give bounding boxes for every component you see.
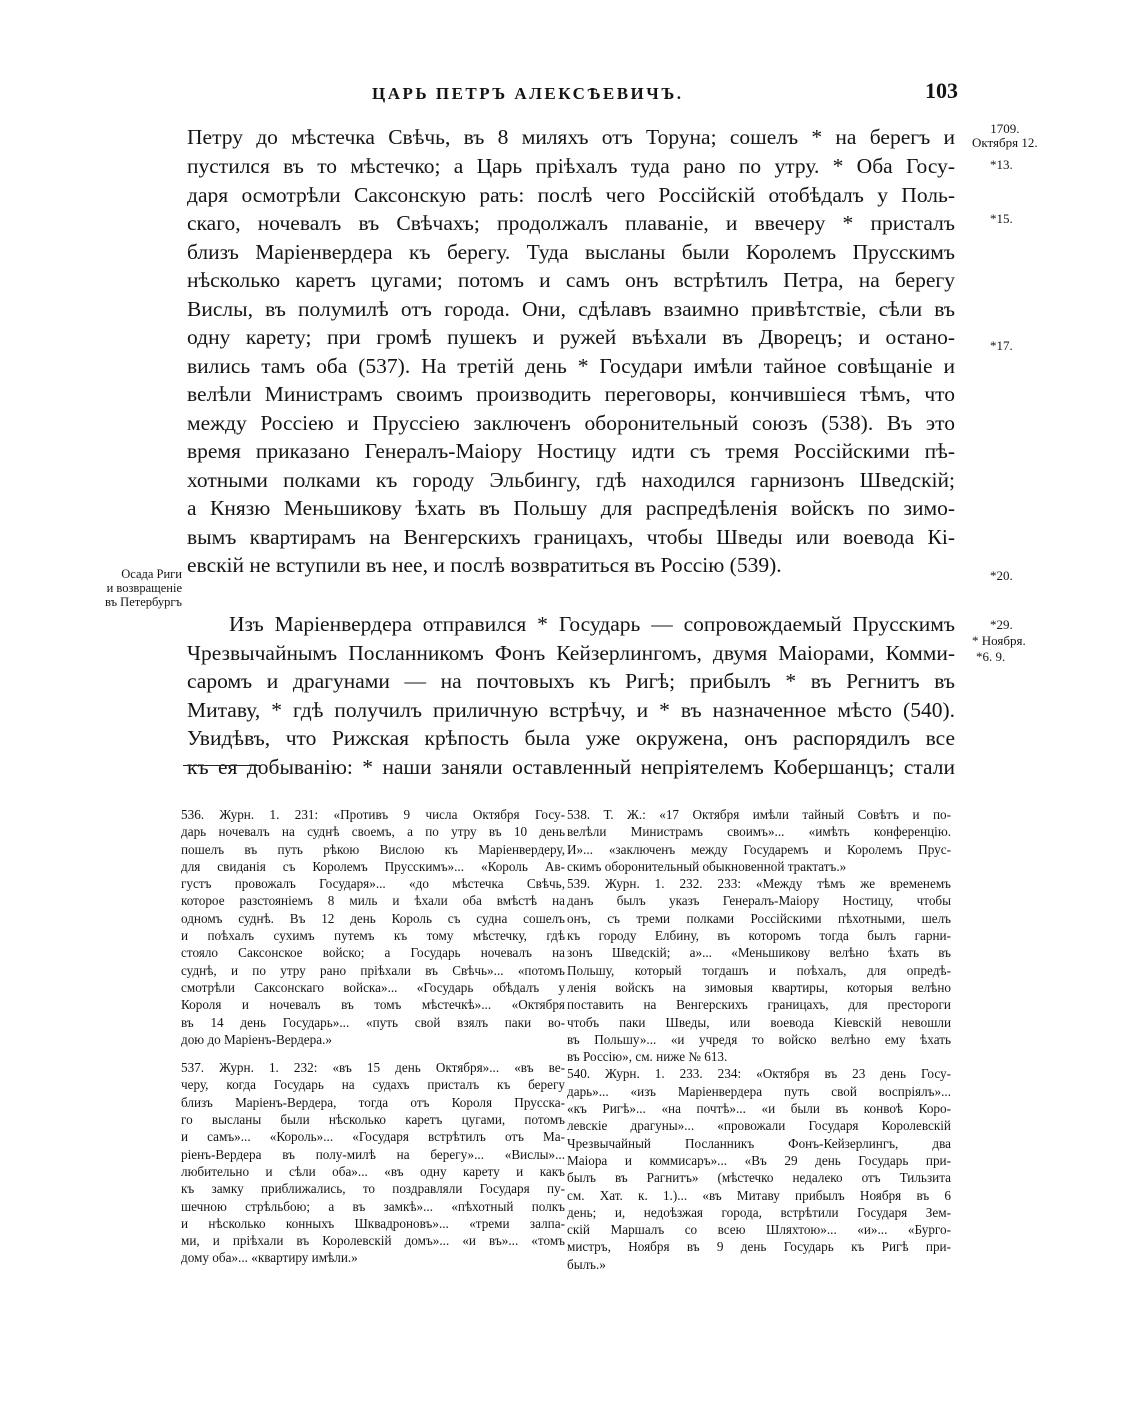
text-line: вились тамъ оба (537). На третій день * Государи имѣли тайное совѣщаніе и xyxy=(187,354,955,378)
margin-date: *15. xyxy=(990,211,1013,226)
footnote-line: въ Польшу»... «и учредя то войско велѣно ему ѣхать xyxy=(567,1031,951,1047)
footnote-line: мистръ, Ноября въ 9 день Государь къ Ригѣ при- xyxy=(567,1239,951,1255)
footnote-line: дою до Маріенъ-Вердера.» xyxy=(181,1031,332,1047)
footnote-line: ленія войскъ на зимовыя квартиры, которыя велѣно xyxy=(567,979,951,995)
side-heading-line: и возвращеніе xyxy=(106,581,182,595)
text-line: Петру до мѣстечка Свѣчь, въ 8 миляхъ отъ Торуна; сошелъ * на берегъ и xyxy=(187,125,955,149)
text-line: Чрезвычайнымъ Посланникомъ Фонъ Кейзерлингомъ, двумя Маіорами, Комми- xyxy=(187,641,955,665)
footnote-line: скій Маршалъ со всею Шляхтою»... «и»... «Бурго- xyxy=(567,1222,951,1238)
side-heading-line: Осада Риги xyxy=(121,567,182,581)
footnote-line: шечною стрѣльбою; а въ замкѣ»... «пѣхотный полкъ xyxy=(181,1198,565,1214)
footnote-line: былъ въ Рагнитъ» (мѣстечко недалеко отъ Тильзита xyxy=(567,1170,951,1186)
footnote-line: И»... «заключенъ между Государемъ и Королемъ Прус- xyxy=(567,841,951,857)
margin-date-month: Октября 12. xyxy=(972,135,1038,150)
side-heading-line: въ Петербургъ xyxy=(105,595,182,609)
footnote-line: и поѣхалъ сухимъ путемъ къ тому мѣстечку, гдѣ xyxy=(181,928,565,944)
text-line: даря осмотрѣли Саксонскую рать: послѣ чего Россійскій отобѣдалъ у Поль- xyxy=(187,183,955,207)
text-line: скаго, ночевалъ въ Свѣчахъ; продолжалъ плаваніе, и ввечеру * присталъ xyxy=(187,211,955,235)
footnote-line: го высланы были нѣсколько каретъ цугами, потомъ xyxy=(181,1112,565,1128)
text-line: Увидѣвъ, что Рижская крѣпость была уже окружена, онъ распорядилъ все xyxy=(187,726,955,750)
footnote-line: одномъ суднѣ. Въ 12 день Король съ судна сошелъ xyxy=(181,910,565,926)
text-line: а Князю Меньшикову ѣхать въ Польшу для распредѣленія войскъ по зимо- xyxy=(187,496,955,520)
footnote-line: пошелъ въ путь рѣкою Вислою къ Маріенвердеру, xyxy=(181,841,565,857)
footnote-line: поставить на Венгерскихъ границахъ, для престороги xyxy=(567,997,951,1013)
footnote-line: въ 14 день Государь»... «путь свой взялъ паки во- xyxy=(181,1014,565,1030)
footnote-line: въ Россію», см. ниже № 613. xyxy=(567,1049,728,1065)
footnote-line: скимъ оборонительный обыкновенной трактатъ.» xyxy=(567,858,847,874)
footnote-line: ріенъ-Вердера въ полу-милѣ на берегу»... «Вислы»... xyxy=(181,1146,565,1162)
footnote-line: черу, когда Государь на судахъ присталъ къ берегу xyxy=(181,1077,565,1093)
footnote-line: дому оба»... «квартиру имѣли.» xyxy=(181,1250,358,1266)
side-heading xyxy=(105,567,182,609)
footnote-line: смотрѣли Саксонскаго войска»... «Государь обѣдалъ у xyxy=(181,979,565,995)
footnote-line: 536. Журн. 1. 231: «Противъ 9 числа Октября Госу- xyxy=(181,807,565,822)
text-line: между Россіею и Пруссіею заключенъ оборонительный союзъ (538). Въ это xyxy=(187,411,955,435)
margin-date: *29. xyxy=(990,617,1013,632)
text-line: Митаву, * гдѣ получилъ приличную встрѣчу, и * въ назначенное мѣсто (540). xyxy=(187,698,955,722)
text-line: велѣли Министрамъ своимъ производить переговоры, кончившіеся тѣмъ, что xyxy=(187,382,955,406)
margin-date: *13. xyxy=(990,157,1013,172)
margin-date: *17. xyxy=(990,338,1013,353)
text-line: хотными полками къ городу Эльбингу, гдѣ находился гарнизонъ Шведскій; xyxy=(187,468,955,492)
footnote-gap xyxy=(181,1048,565,1059)
margin-date: *20. xyxy=(990,568,1013,583)
footnote-line: къ городу Елбину, въ которомъ тогда былъ гарни- xyxy=(567,928,951,944)
footnote-line: ми, и пріѣхали въ Королевскій домъ»... «и въ»... «томъ xyxy=(181,1233,565,1249)
footnote-line: къ замку приближались, то поздравляли Государя пу- xyxy=(181,1181,565,1197)
text-line: одну карету; при громѣ пушекъ и ружей въѣхали въ Дворецъ; и остано- xyxy=(187,325,955,349)
footnote-line: данъ былъ указъ Генералъ-Маіору Ностицу, чтобы xyxy=(567,893,951,909)
text-line: нѣсколько каретъ цугами; потомъ и самъ онъ встрѣтилъ Петра, на берегу xyxy=(187,268,955,292)
text-line: къ ея добыванію: * наши заняли оставленный непріятелемъ Кобершанцъ; стали xyxy=(187,755,955,779)
footnote-line: дарь ночевалъ на суднѣ своемъ, а по утру въ 10 день xyxy=(181,824,565,840)
footnote-line: и самъ»... «Король»... «Государя встрѣтилъ отъ Ма- xyxy=(181,1129,565,1145)
footnote-line: см. Хат. к. 1.)... «въ Митаву прибылъ Ноября въ 6 xyxy=(567,1187,951,1203)
footnote-line: 539. Журн. 1. 232. 233: «Между тѣмъ же временемъ xyxy=(567,876,951,892)
footnote-line: «къ Ригѣ»... «на почтѣ»... «и были въ конвоѣ Коро- xyxy=(567,1101,951,1117)
margin-date: * Ноября. xyxy=(972,633,1026,648)
footnote-line: Маіора и коммисаръ»... «Въ 29 день Государь при- xyxy=(567,1152,951,1168)
footnote-line: чтобъ паки Шведы, или воевода Кіевскій невошли xyxy=(567,1014,951,1030)
footnote-line: для свиданія съ Королемъ Прусскимъ»... «Король Ав- xyxy=(181,858,565,874)
footnotes-right-column xyxy=(567,806,951,1273)
footnote-line: и нѣсколько конныхъ Шквадроновъ»... «треми залпа- xyxy=(181,1215,565,1231)
footnote-line: Польшу, который тогдашъ и поѣхалъ, для опредѣ- xyxy=(567,962,951,978)
page-number: 103 xyxy=(925,78,958,103)
footnote-line: день; и, недоѣзжая города, встрѣтили Государя Зем- xyxy=(567,1204,951,1220)
footnote-line: густъ провожалъ Государя»... «до мѣстечка Свѣчь, xyxy=(181,876,565,892)
text-line: Вислы, въ полумилѣ отъ города. Они, сдѣлавъ взаимно привѣтствіе, сѣли въ xyxy=(187,297,955,321)
footnote-line: Короля и ночевалъ въ томъ мѣстечкѣ»... «Октября xyxy=(181,997,565,1013)
footnote-separator xyxy=(183,765,261,766)
running-header-title: ЦАРЬ ПЕТРЪ АЛЕКСѢЕВИЧЪ. xyxy=(372,84,684,103)
footnote-line: суднѣ, и по утру рано пріѣхали въ Свѣчь»... «потомъ xyxy=(181,962,565,978)
margin-date xyxy=(972,122,1038,150)
footnotes-left-column xyxy=(181,806,565,1267)
footnote-line: дарь»... «изъ Маріенвердера путь свой воспріялъ»... xyxy=(567,1083,951,1099)
footnote-line: стояло Саксонское войско; а Государь ночевалъ на xyxy=(181,945,565,961)
margin-date: *6. 9. xyxy=(976,649,1006,664)
text-line: пустился въ то мѣстечко; а Царь пріѣхалъ туда рано по утру. * Оба Госу- xyxy=(187,154,955,178)
text-line: время приказано Генералъ-Маіору Ностицу идти съ тремя Россійскими пѣ- xyxy=(187,439,955,463)
footnote-line: которое разстояніемъ 8 миль и ѣхали оба вмѣстѣ на xyxy=(181,893,565,909)
text-line: саромъ и драгунами — на почтовыхъ къ Ригѣ; прибылъ * въ Регнитъ въ xyxy=(187,669,955,693)
footnote-line: зонъ Шведскій; а»... «Меньшикову велѣно ѣхать въ xyxy=(567,945,951,961)
text-line: вымъ квартирамъ на Венгерскихъ границахъ, чтобы Шведы или воевода Кі- xyxy=(187,525,955,549)
footnote-line: велѣли Министрамъ своимъ»... «имѣть конференцію. xyxy=(567,824,951,840)
footnote-line: левскіе драгуны»... «провожали Государя Королевскій xyxy=(567,1118,951,1134)
text-line: близъ Маріенвердера къ берегу. Туда высланы были Королемъ Прусскимъ xyxy=(187,240,955,264)
footnote-line: 537. Журн. 1. 232: «въ 15 день Октября»... «въ ве- xyxy=(181,1060,565,1076)
footnote-line: близъ Маріенъ-Вердера, тогда отъ Короля Прусска- xyxy=(181,1094,565,1110)
footnote-line: 538. Т. Ж.: «17 Октября имѣли тайный Совѣтъ и по- xyxy=(567,807,951,822)
footnote-line: онъ, съ треми полками Россійскими пѣхотными, шелъ xyxy=(567,910,951,926)
margin-date-year: 1709. xyxy=(990,121,1020,136)
footnote-line: Чрезвычайный Посланникъ Фонъ-Кейзерлингъ, два xyxy=(567,1135,951,1151)
text-line: евскій не вступили въ нее, и послѣ возвратиться въ Россію (539). xyxy=(187,553,782,577)
text-line: Изъ Маріенвердера отправился * Государь — сопровождаемый Прусскимъ xyxy=(229,612,955,636)
footnote-line: 540. Журн. 1. 233. 234: «Октября въ 23 день Госу- xyxy=(567,1066,951,1082)
footnote-line: любительно и сѣли оба»... «въ одну карету и какъ xyxy=(181,1163,565,1179)
footnote-line: былъ.» xyxy=(567,1256,606,1272)
